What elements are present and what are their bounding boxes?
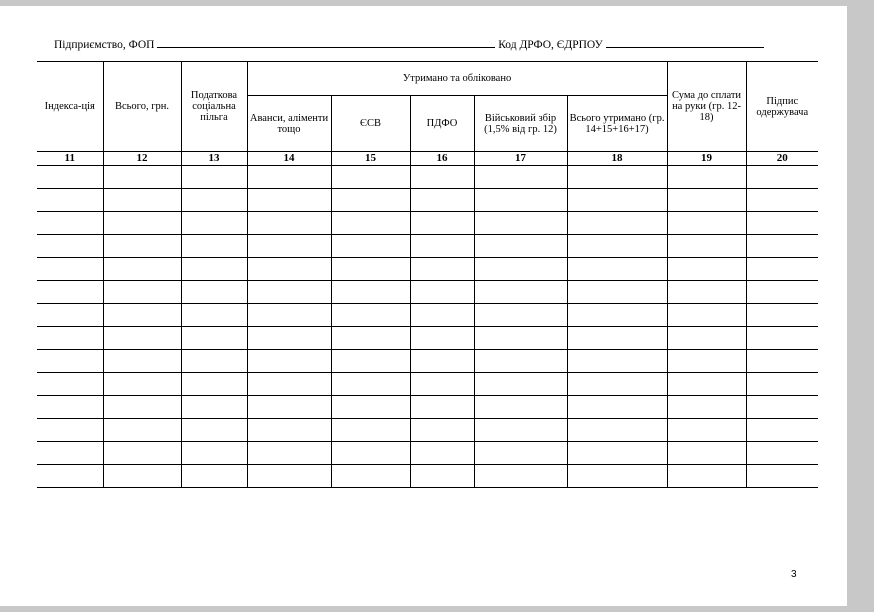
column-number: 12 [103,152,181,166]
blank-cell[interactable] [474,373,567,396]
blank-cell[interactable] [37,212,103,235]
header-line [54,36,764,51]
blank-cell[interactable] [410,304,474,327]
blank-cell[interactable] [746,419,818,442]
blank-cell[interactable] [181,465,247,488]
blank-cell[interactable] [181,396,247,419]
blank-cell[interactable] [331,281,410,304]
blank-cell[interactable] [667,235,746,258]
blank-cell[interactable] [746,281,818,304]
blank-cell[interactable] [667,350,746,373]
column-number: 17 [474,152,567,166]
blank-cell[interactable] [103,281,181,304]
table-row [37,442,818,465]
blank-cell[interactable] [410,327,474,350]
blank-cell[interactable] [247,419,331,442]
blank-cell[interactable] [567,396,667,419]
blank-cell[interactable] [103,189,181,212]
blank-cell[interactable] [410,212,474,235]
blank-cell[interactable] [103,350,181,373]
col-group-withheld: Утримано та обліковано [247,62,667,96]
blank-cell[interactable] [103,166,181,189]
enterprise-label: Підприємство, ФОП [54,39,155,51]
blank-cell[interactable] [410,465,474,488]
blank-cell[interactable] [410,189,474,212]
column-number: 18 [567,152,667,166]
table-row [37,465,818,488]
blank-cell[interactable] [181,304,247,327]
blank-cell[interactable] [181,442,247,465]
blank-cell[interactable] [103,327,181,350]
blank-cell[interactable] [567,212,667,235]
col-header-pdfo: ПДФО [410,96,474,152]
blank-cell[interactable] [331,258,410,281]
table-row [37,235,818,258]
blank-cell[interactable] [331,442,410,465]
blank-cell[interactable] [567,327,667,350]
blank-cell[interactable] [567,350,667,373]
column-number: 11 [37,152,103,166]
blank-cell[interactable] [181,258,247,281]
blank-cell[interactable] [667,442,746,465]
blank-cell[interactable] [181,350,247,373]
col-header-advances: Аванси, аліменти тощо [247,96,331,152]
blank-cell[interactable] [181,235,247,258]
blank-cell[interactable] [181,189,247,212]
page-number: 3 [791,569,797,580]
blank-cell[interactable] [667,465,746,488]
blank-cell[interactable] [410,350,474,373]
blank-cell[interactable] [474,258,567,281]
table-row [37,281,818,304]
blank-cell[interactable] [331,304,410,327]
blank-cell[interactable] [247,281,331,304]
blank-cell[interactable] [474,166,567,189]
blank-cell[interactable] [474,281,567,304]
blank-cell[interactable] [103,419,181,442]
blank-cell[interactable] [247,166,331,189]
blank-cell[interactable] [410,442,474,465]
blank-cell[interactable] [181,373,247,396]
blank-cell[interactable] [37,235,103,258]
blank-cell[interactable] [103,212,181,235]
blank-cell[interactable] [410,373,474,396]
blank-cell[interactable] [746,304,818,327]
blank-cell[interactable] [331,327,410,350]
blank-rows [37,166,818,488]
blank-cell[interactable] [567,419,667,442]
col-header-payable: Сума до сплати на руки (гр. 12-18) [667,62,746,152]
blank-cell[interactable] [37,189,103,212]
blank-cell[interactable] [667,327,746,350]
blank-cell[interactable] [37,327,103,350]
blank-cell[interactable] [331,350,410,373]
document-page [0,6,847,606]
blank-cell[interactable] [247,327,331,350]
blank-cell[interactable] [247,350,331,373]
blank-cell[interactable] [331,235,410,258]
blank-cell[interactable] [247,304,331,327]
blank-cell[interactable] [474,189,567,212]
blank-cell[interactable] [103,442,181,465]
blank-cell[interactable] [37,166,103,189]
blank-cell[interactable] [667,166,746,189]
blank-cell[interactable] [410,166,474,189]
blank-cell[interactable] [667,281,746,304]
blank-cell[interactable] [746,442,818,465]
blank-cell[interactable] [247,258,331,281]
blank-cell[interactable] [474,350,567,373]
blank-cell[interactable] [667,396,746,419]
blank-cell[interactable] [181,166,247,189]
table-row [37,396,818,419]
blank-cell[interactable] [103,258,181,281]
blank-cell[interactable] [181,212,247,235]
blank-cell[interactable] [474,212,567,235]
col-header-esv: ЄСВ [331,96,410,152]
column-number: 20 [746,152,818,166]
col-header-total-withheld: Всього утримано (гр. 14+15+16+17) [567,96,667,152]
blank-cell[interactable] [247,189,331,212]
blank-cell[interactable] [746,258,818,281]
blank-cell[interactable] [567,373,667,396]
blank-cell[interactable] [103,235,181,258]
col-header-total: Всього, грн. [103,62,181,152]
blank-cell[interactable] [37,281,103,304]
blank-cell[interactable] [746,166,818,189]
blank-cell[interactable] [181,281,247,304]
blank-cell[interactable] [103,373,181,396]
blank-cell[interactable] [331,373,410,396]
blank-cell[interactable] [567,189,667,212]
blank-cell[interactable] [567,235,667,258]
blank-cell[interactable] [746,396,818,419]
column-number: 19 [667,152,746,166]
column-number: 13 [181,152,247,166]
table-row [37,419,818,442]
blank-cell[interactable] [410,419,474,442]
blank-cell[interactable] [667,189,746,212]
blank-cell[interactable] [331,212,410,235]
table-row [37,212,818,235]
blank-cell[interactable] [567,258,667,281]
blank-cell[interactable] [410,235,474,258]
blank-cell[interactable] [331,166,410,189]
blank-cell[interactable] [37,373,103,396]
blank-cell[interactable] [247,235,331,258]
blank-cell[interactable] [667,212,746,235]
blank-cell[interactable] [667,419,746,442]
table-row [37,166,818,189]
blank-cell[interactable] [746,212,818,235]
blank-cell[interactable] [410,258,474,281]
blank-cell[interactable] [567,465,667,488]
blank-cell[interactable] [331,419,410,442]
blank-cell[interactable] [37,465,103,488]
blank-cell[interactable] [37,258,103,281]
column-number: 16 [410,152,474,166]
blank-cell[interactable] [181,327,247,350]
column-numbers-row [37,152,818,166]
blank-cell[interactable] [474,327,567,350]
blank-cell[interactable] [567,442,667,465]
blank-cell[interactable] [331,465,410,488]
table-row [37,189,818,212]
blank-cell[interactable] [410,396,474,419]
blank-cell[interactable] [181,419,247,442]
blank-cell[interactable] [474,304,567,327]
blank-cell[interactable] [37,442,103,465]
blank-cell[interactable] [247,442,331,465]
code-blank [606,36,764,48]
blank-cell[interactable] [103,396,181,419]
enterprise-blank [157,36,495,48]
col-header-signature: Підпис одержувача [746,62,818,152]
blank-cell[interactable] [474,419,567,442]
code-label: Код ДРФО, ЄДРПОУ [498,39,603,51]
blank-cell[interactable] [474,465,567,488]
blank-cell[interactable] [103,465,181,488]
table-row [37,304,818,327]
blank-cell[interactable] [667,258,746,281]
blank-cell[interactable] [247,212,331,235]
blank-cell[interactable] [474,396,567,419]
blank-cell[interactable] [667,304,746,327]
blank-cell[interactable] [474,442,567,465]
blank-cell[interactable] [667,373,746,396]
blank-cell[interactable] [746,373,818,396]
table-row [37,350,818,373]
blank-cell[interactable] [746,235,818,258]
table-row [37,258,818,281]
blank-cell[interactable] [410,281,474,304]
blank-cell[interactable] [37,350,103,373]
blank-cell[interactable] [567,166,667,189]
blank-cell[interactable] [567,281,667,304]
blank-cell[interactable] [103,304,181,327]
blank-cell[interactable] [247,396,331,419]
blank-cell[interactable] [746,327,818,350]
blank-cell[interactable] [746,465,818,488]
table-row [37,373,818,396]
blank-cell[interactable] [331,189,410,212]
blank-cell[interactable] [331,396,410,419]
blank-cell[interactable] [37,396,103,419]
blank-cell[interactable] [746,350,818,373]
blank-cell[interactable] [247,465,331,488]
column-number: 14 [247,152,331,166]
blank-cell[interactable] [474,235,567,258]
column-number: 15 [331,152,410,166]
blank-cell[interactable] [247,373,331,396]
col-header-tax-benefit: Податкова соціальна пільга [181,62,247,152]
payroll-table [37,61,818,488]
blank-cell[interactable] [37,304,103,327]
blank-cell[interactable] [37,419,103,442]
col-header-indexation: Індекса-ція [37,62,103,152]
blank-cell[interactable] [567,304,667,327]
blank-cell[interactable] [746,189,818,212]
col-header-military-tax: Військовий збір (1,5% від гр. 12) [474,96,567,152]
table-row [37,327,818,350]
